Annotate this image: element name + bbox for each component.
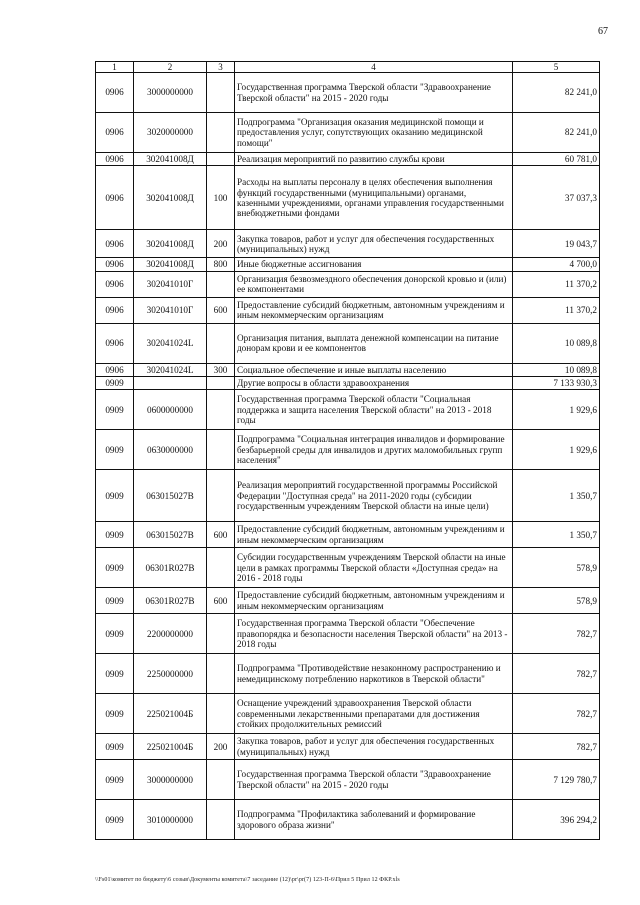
section-cell: 0909 [96, 430, 134, 470]
table-row [96, 153, 600, 166]
section-cell: 0909 [96, 588, 134, 614]
section-cell: 0909 [96, 614, 134, 654]
amount-cell: 82 241,0 [513, 113, 600, 153]
table-row [96, 230, 600, 258]
code-cell: 302041008Д [134, 258, 207, 271]
amount-cell: 11 370,2 [513, 297, 600, 323]
expense-type-cell: 600 [207, 297, 235, 323]
table-header-row [96, 62, 600, 73]
header-cell-2: 2 [134, 62, 207, 73]
section-cell: 0909 [96, 548, 134, 588]
table-row [96, 297, 600, 323]
code-cell: 0600000000 [134, 390, 207, 430]
amount-cell: 1 929,6 [513, 390, 600, 430]
section-cell: 0909 [96, 734, 134, 760]
code-cell: 2250000000 [134, 654, 207, 694]
item-name-cell: Государственная программа Тверской области "Социальная поддержка и защита населения Тверской области" на 2013 - 2018 годы [235, 390, 513, 430]
header-cell-1: 1 [96, 62, 134, 73]
table-row [96, 588, 600, 614]
item-name-cell: Расходы на выплаты персоналу в целях обеспечения выполнения функций государственными (муниципальными) органами, казенными учреждениями, органами управления государственными внебюджетными фондами [235, 166, 513, 230]
code-cell: 0630000000 [134, 430, 207, 470]
item-name-cell: Закупка товаров, работ и услуг для обеспечения государственных (муниципальных) нужд [235, 734, 513, 760]
expense-type-cell: 200 [207, 230, 235, 258]
table-row [96, 271, 600, 297]
item-name-cell: Реализация мероприятий по развитию службы крови [235, 153, 513, 166]
code-cell [134, 376, 207, 389]
item-name-cell: Организация питания, выплата денежной компенсации на питание донорам крови и ее компонентов [235, 323, 513, 363]
expense-type-cell: 100 [207, 166, 235, 230]
header-cell-4: 4 [235, 62, 513, 73]
code-cell: 302041010Г [134, 297, 207, 323]
code-cell: 063015027В [134, 470, 207, 522]
expense-type-cell [207, 430, 235, 470]
file-path-footer: \\Fs01\комитет по бюджету\6 созыв\Документы комитета\7 заседание (12)\pr\pr(7) 123-П-6\Прил 5 Прил 12 ФКР.xls [95, 877, 400, 883]
code-cell: 225021004Б [134, 694, 207, 734]
amount-cell: 396 294,2 [513, 800, 600, 840]
section-cell: 0906 [96, 113, 134, 153]
item-name-cell: Государственная программа Тверской области "Здравоохранение Тверской области" на 2015 - 2020 годы [235, 73, 513, 113]
table-row [96, 390, 600, 430]
header-cell-5: 5 [513, 62, 600, 73]
amount-cell: 10 089,8 [513, 323, 600, 363]
expense-type-cell: 800 [207, 258, 235, 271]
item-name-cell: Социальное обеспечение и иные выплаты населению [235, 363, 513, 376]
amount-cell: 4 700,0 [513, 258, 600, 271]
section-cell: 0906 [96, 230, 134, 258]
amount-cell: 578,9 [513, 548, 600, 588]
code-cell: 302041008Д [134, 230, 207, 258]
expense-type-cell [207, 760, 235, 800]
table-row [96, 734, 600, 760]
section-cell: 0906 [96, 297, 134, 323]
item-name-cell: Подпрограмма "Профилактика заболеваний и формирование здорового образа жизни" [235, 800, 513, 840]
code-cell: 06301R027В [134, 588, 207, 614]
table-row [96, 113, 600, 153]
code-cell: 3020000000 [134, 113, 207, 153]
amount-cell: 7 133 930,3 [513, 376, 600, 389]
code-cell: 302041008Д [134, 153, 207, 166]
expense-type-cell: 600 [207, 588, 235, 614]
expense-type-cell [207, 153, 235, 166]
expense-type-cell [207, 113, 235, 153]
page-number: 67 [598, 26, 608, 37]
table-row [96, 800, 600, 840]
expense-type-cell [207, 271, 235, 297]
section-cell: 0906 [96, 166, 134, 230]
table-row [96, 470, 600, 522]
section-cell: 0909 [96, 470, 134, 522]
section-cell: 0909 [96, 760, 134, 800]
section-cell: 0909 [96, 390, 134, 430]
expense-type-cell: 300 [207, 363, 235, 376]
expense-type-cell [207, 470, 235, 522]
expense-type-cell [207, 800, 235, 840]
amount-cell: 1 350,7 [513, 470, 600, 522]
table-row [96, 654, 600, 694]
amount-cell: 782,7 [513, 734, 600, 760]
section-cell: 0906 [96, 323, 134, 363]
section-cell: 0909 [96, 694, 134, 734]
item-name-cell: Предоставление субсидий бюджетным, автономным учреждениям и иным некоммерческим организациям [235, 297, 513, 323]
section-cell: 0906 [96, 73, 134, 113]
amount-cell: 37 037,3 [513, 166, 600, 230]
item-name-cell: Оснащение учреждений здравоохранения Тверской области современными лекарственными препаратами для достижения стойких продолжительных ремиссий [235, 694, 513, 734]
expense-type-cell [207, 73, 235, 113]
table-row [96, 614, 600, 654]
table-row [96, 548, 600, 588]
table-row [96, 323, 600, 363]
expense-type-cell [207, 694, 235, 734]
amount-cell: 7 129 780,7 [513, 760, 600, 800]
item-name-cell: Предоставление субсидий бюджетным, автономным учреждениям и иным некоммерческим организациям [235, 588, 513, 614]
expense-type-cell: 600 [207, 522, 235, 548]
code-cell: 06301R027В [134, 548, 207, 588]
item-name-cell: Подпрограмма "Противодействие незаконному распространению и немедицинскому потреблению наркотиков в Тверской области" [235, 654, 513, 694]
table-row [96, 73, 600, 113]
code-cell: 302041024L [134, 363, 207, 376]
item-name-cell: Организация безвозмездного обеспечения донорской кровью и (или) ее компонентами [235, 271, 513, 297]
code-cell: 3000000000 [134, 760, 207, 800]
amount-cell: 782,7 [513, 654, 600, 694]
table-row [96, 258, 600, 271]
item-name-cell: Реализация мероприятий государственной программы Российской Федерации "Доступная среда" на 2011-2020 годы (субсидии государственным учреждениям Тверской области на иные цели) [235, 470, 513, 522]
expense-type-cell [207, 614, 235, 654]
code-cell: 302041008Д [134, 166, 207, 230]
section-cell: 0906 [96, 258, 134, 271]
table-row [96, 166, 600, 230]
expense-type-cell: 200 [207, 734, 235, 760]
section-cell: 0906 [96, 271, 134, 297]
amount-cell: 10 089,8 [513, 363, 600, 376]
code-cell: 3010000000 [134, 800, 207, 840]
amount-cell: 11 370,2 [513, 271, 600, 297]
amount-cell: 1 350,7 [513, 522, 600, 548]
section-cell: 0906 [96, 153, 134, 166]
section-cell: 0909 [96, 654, 134, 694]
item-name-cell: Иные бюджетные ассигнования [235, 258, 513, 271]
expense-type-cell [207, 654, 235, 694]
expense-type-cell [207, 323, 235, 363]
amount-cell: 782,7 [513, 694, 600, 734]
table-row [96, 430, 600, 470]
amount-cell: 1 929,6 [513, 430, 600, 470]
code-cell: 063015027В [134, 522, 207, 548]
expense-type-cell [207, 390, 235, 430]
item-name-cell: Предоставление субсидий бюджетным, автономным учреждениям и иным некоммерческим организациям [235, 522, 513, 548]
code-cell: 2200000000 [134, 614, 207, 654]
code-cell: 225021004Б [134, 734, 207, 760]
table-row [96, 376, 600, 389]
table-row [96, 522, 600, 548]
code-cell: 302041024L [134, 323, 207, 363]
item-name-cell: Государственная программа Тверской области "Обеспечение правопорядка и безопасности населения Тверской области" на 2013 - 2018 годы [235, 614, 513, 654]
item-name-cell: Государственная программа Тверской области "Здравоохранение Тверской области" на 2015 - 2020 годы [235, 760, 513, 800]
amount-cell: 82 241,0 [513, 73, 600, 113]
code-cell: 302041010Г [134, 271, 207, 297]
table-row [96, 363, 600, 376]
header-cell-3: 3 [207, 62, 235, 73]
budget-table [95, 61, 600, 840]
item-name-cell: Субсидии государственным учреждениям Тверской области на иные цели в рамках программы Тверской области «Доступная среда» на 2016 - 2018 годы [235, 548, 513, 588]
amount-cell: 19 043,7 [513, 230, 600, 258]
amount-cell: 782,7 [513, 614, 600, 654]
section-cell: 0906 [96, 363, 134, 376]
expense-type-cell [207, 548, 235, 588]
amount-cell: 578,9 [513, 588, 600, 614]
expense-type-cell [207, 376, 235, 389]
code-cell: 3000000000 [134, 73, 207, 113]
item-name-cell: Подпрограмма "Социальная интеграция инвалидов и формирование безбарьерной среды для инвалидов и других маломобильных групп населения" [235, 430, 513, 470]
table-row [96, 694, 600, 734]
table-row [96, 760, 600, 800]
section-cell: 0909 [96, 376, 134, 389]
item-name-cell: Другие вопросы в области здравоохранения [235, 376, 513, 389]
section-cell: 0909 [96, 800, 134, 840]
section-cell: 0909 [96, 522, 134, 548]
amount-cell: 60 781,0 [513, 153, 600, 166]
item-name-cell: Закупка товаров, работ и услуг для обеспечения государственных (муниципальных) нужд [235, 230, 513, 258]
item-name-cell: Подпрограмма "Организация оказания медицинской помощи и предоставления услуг, сопутствующих оказанию медицинской помощи" [235, 113, 513, 153]
